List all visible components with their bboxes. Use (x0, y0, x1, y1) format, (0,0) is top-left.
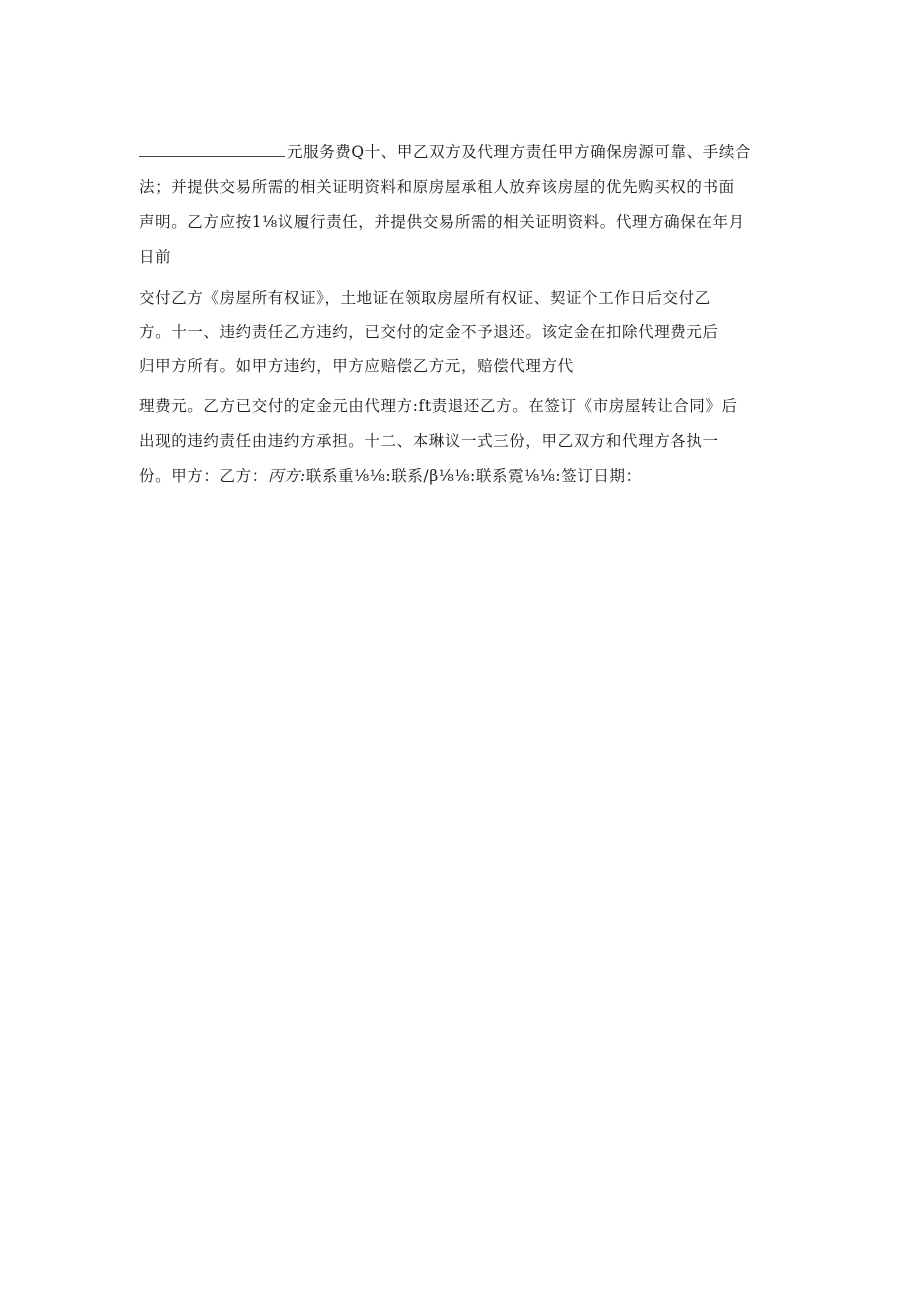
party-c-label: 丙方: (267, 467, 306, 485)
signature-labels: 份。甲方：乙方： (139, 467, 268, 485)
text-line-9 (139, 431, 719, 451)
text-line-2 (139, 177, 735, 197)
text-line-10 (139, 466, 642, 486)
line-text: 交付乙方《房屋所有权证》，土地证在领取房屋所有权证、契证个工作日后交付乙 (139, 289, 711, 307)
text-line-3 (139, 212, 745, 232)
text-line-4 (139, 247, 171, 267)
line-text: 元服务费Q十、甲乙双方及代理方责任甲方确保房源可靠、手续合 (287, 143, 752, 161)
text-line-1 (139, 142, 751, 162)
line-text: 法；并提供交易所需的相关证明资料和原房屋承租人放弃该房屋的优先购买权的书面 (139, 178, 735, 196)
text-line-8 (139, 396, 738, 416)
line-text: 归甲方所有。如甲方违约，甲方应赔偿乙方元，赔偿代理方代 (139, 357, 574, 375)
text-line-5 (139, 288, 711, 308)
line-text: 方。十一、违约责任乙方违约，已交付的定金不予退还。该定金在扣除代理费元后 (139, 323, 719, 341)
fill-in-blank (139, 142, 285, 157)
line-text: 日前 (139, 248, 172, 266)
line-text: 声明。乙方应按1⅛议履行责任，并提供交易所需的相关证明资料。代理方确保在年月 (139, 213, 745, 231)
text-line-7 (139, 356, 574, 376)
contact-and-date-labels: 联系重⅛⅛:联系/β⅛⅛:联系霓⅛⅛:签订日期： (305, 467, 642, 485)
line-text: 出现的违约责任由违约方承担。十二、本琳议一式三份，甲乙双方和代理方各执一 (139, 432, 719, 450)
text-line-6 (139, 322, 719, 342)
line-text: 理费元。乙方已交付的定金元由代理方:ft责退还乙方。在签订《市房屋转让合同》后 (139, 397, 738, 415)
